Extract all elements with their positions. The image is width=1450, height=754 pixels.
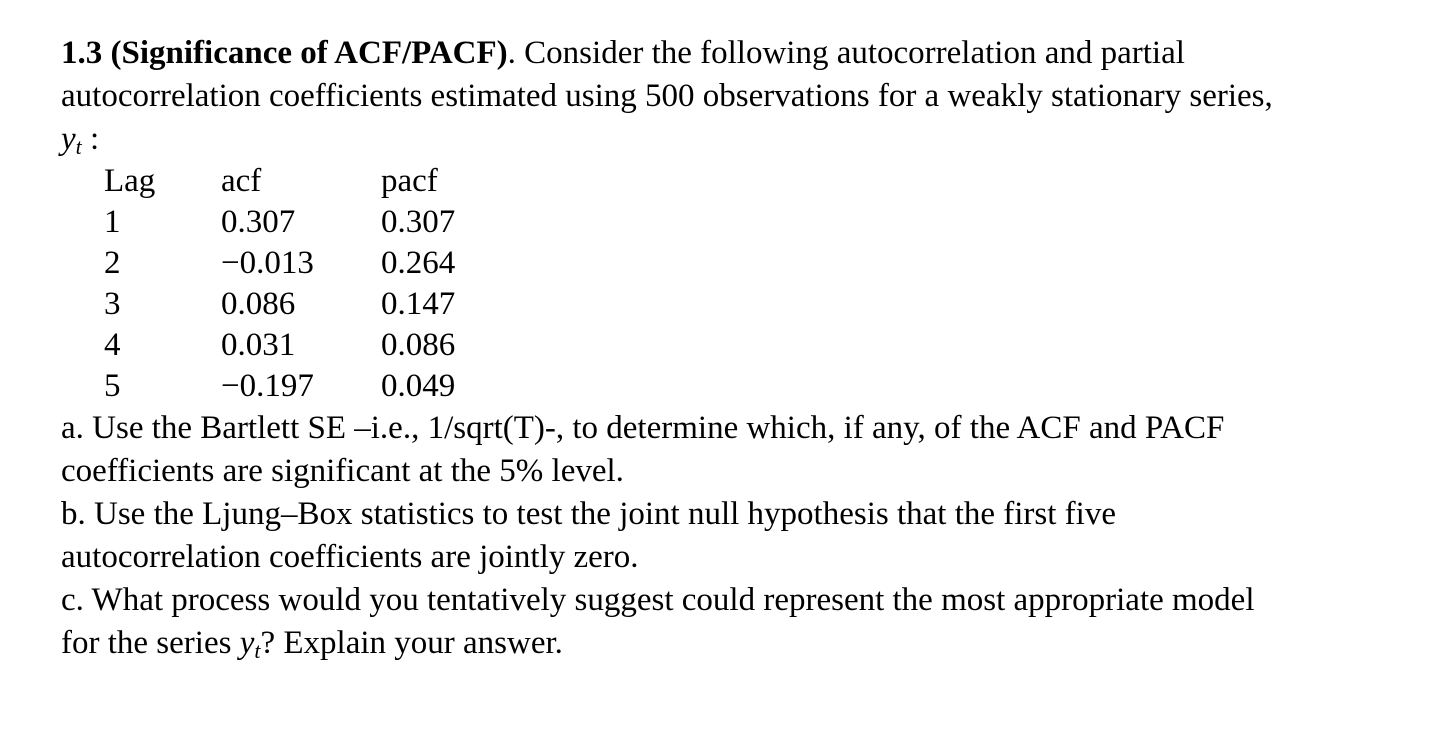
- problem-statement: [61, 32, 1436, 667]
- table-row: [104, 284, 1436, 325]
- series-variable: y: [61, 121, 76, 157]
- header-lag: Lag: [104, 163, 156, 199]
- header-acf: acf: [221, 163, 262, 199]
- intro-text-1: . Consider the following autocorrelation and partial: [507, 35, 1185, 71]
- question-c-line-2: [61, 622, 1436, 667]
- acf-cell: −0.197: [221, 368, 314, 404]
- pacf-cell: 0.147: [381, 286, 456, 322]
- table-row: [104, 366, 1436, 407]
- question-c-variable: y: [239, 625, 255, 661]
- intro-line-2: autocorrelation coefficients estimated using 500 observations for a weakly stationary series,: [61, 78, 1273, 114]
- lag-cell: 5: [104, 368, 121, 404]
- series-label: [61, 118, 1436, 163]
- pacf-cell: 0.086: [381, 327, 456, 363]
- series-colon: :: [81, 121, 100, 157]
- problem-title: (Significance of ACF/PACF): [110, 35, 508, 71]
- table-header-row: [104, 161, 1436, 202]
- lag-cell: 4: [104, 327, 121, 363]
- table-row: [104, 325, 1436, 366]
- acf-cell: 0.031: [221, 327, 296, 363]
- acf-cell: 0.086: [221, 286, 296, 322]
- question-c-text-post: ? Explain your answer.: [260, 625, 563, 661]
- question-c-subscript: t: [254, 638, 261, 663]
- acf-cell: −0.013: [221, 245, 314, 281]
- acf-pacf-table: [104, 161, 1436, 407]
- header-pacf: pacf: [381, 163, 438, 199]
- question-a-line-1: a. Use the Bartlett SE –i.e., 1/sqrt(T)-, to determine which, if any, of the ACF and PACF: [61, 410, 1225, 446]
- intro-line-1: [61, 32, 1436, 75]
- question-c-line-1: c. What process would you tentatively suggest could represent the most appropriate model: [61, 582, 1255, 618]
- lag-cell: 1: [104, 204, 121, 240]
- table-row: [104, 202, 1436, 243]
- pacf-cell: 0.049: [381, 368, 456, 404]
- question-a-line-2: coefficients are significant at the 5% level.: [61, 453, 624, 489]
- lag-cell: 3: [104, 286, 121, 322]
- question-c-text-pre: for the series: [61, 625, 240, 661]
- lag-cell: 2: [104, 245, 121, 281]
- pacf-cell: 0.264: [381, 245, 456, 281]
- series-subscript: t: [75, 134, 82, 159]
- pacf-cell: 0.307: [381, 204, 456, 240]
- table-row: [104, 243, 1436, 284]
- question-b-line-1: b. Use the Ljung–Box statistics to test the joint null hypothesis that the first five: [61, 496, 1116, 532]
- acf-cell: 0.307: [221, 204, 296, 240]
- question-list: [61, 407, 1436, 667]
- problem-number: 1.3: [61, 35, 103, 71]
- question-b-line-2: autocorrelation coefficients are jointly zero.: [61, 539, 639, 575]
